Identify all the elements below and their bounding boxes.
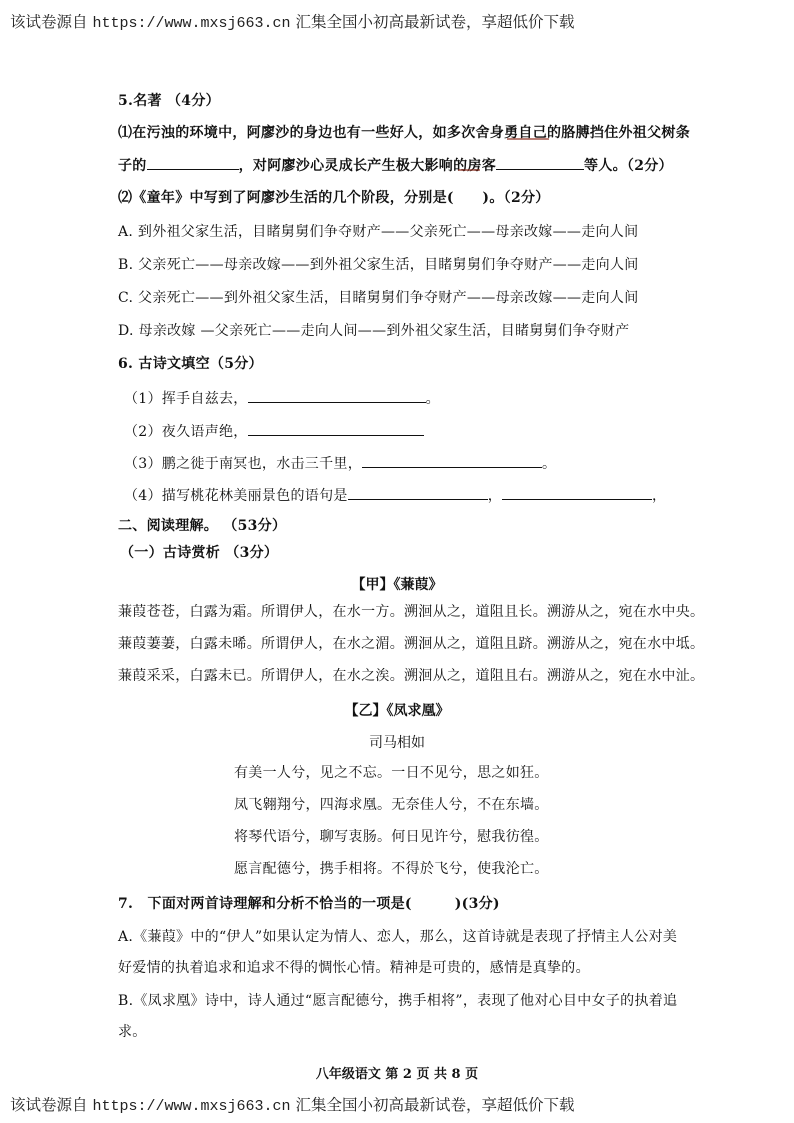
q5-part2: ⑵《童年》中写到了阿廖沙生活的几个阶段，分别是( )。（2分） bbox=[118, 190, 550, 206]
banner-slogan: 汇集全国小初高最新试卷，享超低价下载 bbox=[295, 1096, 575, 1114]
q5-option-c[interactable]: C. 父亲死亡——到外祖父家生活，目睹舅舅们争夺财产——母亲改嫁——走向人间 bbox=[118, 290, 639, 306]
q6-line3 bbox=[124, 455, 556, 473]
q5-text-a: 子的 bbox=[118, 158, 147, 174]
poem-yi-line-1: 有美一人兮，见之不忘。一日不见兮，思之如狂。 bbox=[234, 765, 549, 781]
q5-part1-line2 bbox=[118, 157, 673, 175]
poem-jia-stanza-2: 蒹葭萋萋，白露未晞。所谓伊人，在水之湄。溯洄从之，道阻且跻。溯游从之，宛在水中坻。 bbox=[118, 636, 705, 652]
q5-option-b[interactable]: B. 父亲死亡——母亲改嫁——到外祖父家生活，目睹舅舅们争夺财产——走向人间 bbox=[118, 257, 639, 273]
banner-source-label: 该试卷源自 bbox=[10, 1096, 88, 1114]
banner-url-link[interactable]: https://www.mxsj663.cn bbox=[92, 1098, 291, 1115]
q5-option-a[interactable]: A. 到外祖父家生活，目睹舅舅们争夺财产——父亲死亡——母亲改嫁——走向人间 bbox=[118, 224, 639, 240]
q5-option-d[interactable]: D. 母亲改嫁 —父亲死亡——走向人间——到外祖父家生活，目睹舅舅们争夺财产 bbox=[118, 323, 630, 339]
q7-stem: 7. 下面对两首诗理解和分析不恰当的一项是( )(3分) bbox=[118, 896, 500, 912]
poem-jia-stanza-1: 蒹葭苍苍，白露为霜。所谓伊人，在水一方。溯洄从之，道阻且长。溯游从之，宛在水中央。 bbox=[118, 604, 705, 620]
poem-yi-title: 【乙】《凤求凰》 bbox=[344, 703, 450, 719]
poem-yi-author: 司马相如 bbox=[369, 735, 425, 751]
q6-line4-text: （4）描写桃花林美丽景色的语句是 bbox=[124, 488, 348, 504]
q6-blank-2[interactable] bbox=[248, 423, 424, 436]
banner-slogan: 汇集全国小初高最新试卷，享超低价下载 bbox=[295, 13, 575, 31]
q7-option-a-line2: 好爱情的执着追求和追求不得的惆怅心情。精神是可贵的，感情是真挚的。 bbox=[118, 960, 590, 976]
q5-part1-line1: ⑴在污浊的环境中，阿廖沙的身边也有一些好人，如多次舍身勇自己的胳膊挡住外祖父树条 bbox=[118, 125, 690, 141]
q6-line1 bbox=[124, 390, 440, 408]
poem-jia-stanza-3: 蒹葭采采，白露未已。所谓伊人，在水之涘。溯洄从之，道阻且右。溯游从之，宛在水中沚。 bbox=[118, 668, 705, 684]
q6-line4 bbox=[124, 487, 666, 505]
q7-option-b-line2: 求。 bbox=[118, 1024, 147, 1040]
q6-blank-1[interactable] bbox=[248, 390, 426, 403]
q6-line1-end: 。 bbox=[425, 391, 440, 407]
q6-line4-comma: ， bbox=[487, 488, 503, 504]
poem-yi-line-3: 将琴代语兮，聊写衷肠。何日见许兮，慰我彷徨。 bbox=[234, 829, 549, 845]
q5-text-b: ，对阿廖沙心灵成长产生极大影响的房客 bbox=[238, 158, 497, 174]
banner-url-link[interactable]: https://www.mxsj663.cn bbox=[92, 15, 291, 32]
q5-heading: 5.名著 （4分） bbox=[118, 93, 220, 109]
q7-option-b-line1[interactable]: B.《凤求凰》诗中，诗人通过“愿言配德兮，携手相将”，表现了他对心目中女子的执着追 bbox=[118, 993, 678, 1009]
q5-text-c: 等人。（2分） bbox=[584, 158, 673, 174]
ink-strike-mark bbox=[458, 169, 480, 171]
poem-yi-line-4: 愿言配德兮，携手相将。不得於飞兮，使我沦亡。 bbox=[234, 861, 549, 877]
q6-blank-4a[interactable] bbox=[348, 487, 488, 500]
source-banner-bottom bbox=[10, 1093, 574, 1115]
reading-sub-heading: （一）古诗赏析 （3分） bbox=[120, 545, 279, 561]
page-footer: 八年级语文 第 2 页 共 8 页 bbox=[315, 1067, 479, 1082]
q6-line4-end: ， bbox=[652, 488, 667, 504]
q5-blank-2[interactable] bbox=[496, 157, 584, 170]
poem-jia-title: 【甲】《蒹葭》 bbox=[351, 577, 443, 593]
source-banner-top bbox=[10, 10, 574, 32]
q6-blank-3[interactable] bbox=[362, 455, 542, 468]
q6-line2 bbox=[124, 423, 424, 441]
q5-blank-1[interactable] bbox=[147, 157, 239, 170]
q6-line3-text: （3）鹏之徙于南冥也，水击三千里， bbox=[124, 456, 363, 472]
q6-line2-text: （2）夜久语声绝， bbox=[124, 424, 248, 440]
q6-blank-4b[interactable] bbox=[502, 487, 652, 500]
ink-strike-mark bbox=[507, 138, 549, 140]
q6-line1-text: （1）挥手自兹去， bbox=[124, 391, 248, 407]
reading-heading: 二、阅读理解。 （53分） bbox=[118, 518, 287, 534]
banner-source-label: 该试卷源自 bbox=[10, 13, 88, 31]
q6-line3-end: 。 bbox=[542, 456, 557, 472]
q6-heading: 6. 古诗文填空（5分） bbox=[118, 356, 263, 372]
poem-yi-line-2: 凤飞翱翔兮，四海求凰。无奈佳人兮，不在东墙。 bbox=[234, 797, 549, 813]
q7-option-a-line1[interactable]: A.《蒹葭》中的“伊人”如果认定为情人、恋人，那么，这首诗就是表现了抒情主人公对美 bbox=[118, 929, 678, 945]
